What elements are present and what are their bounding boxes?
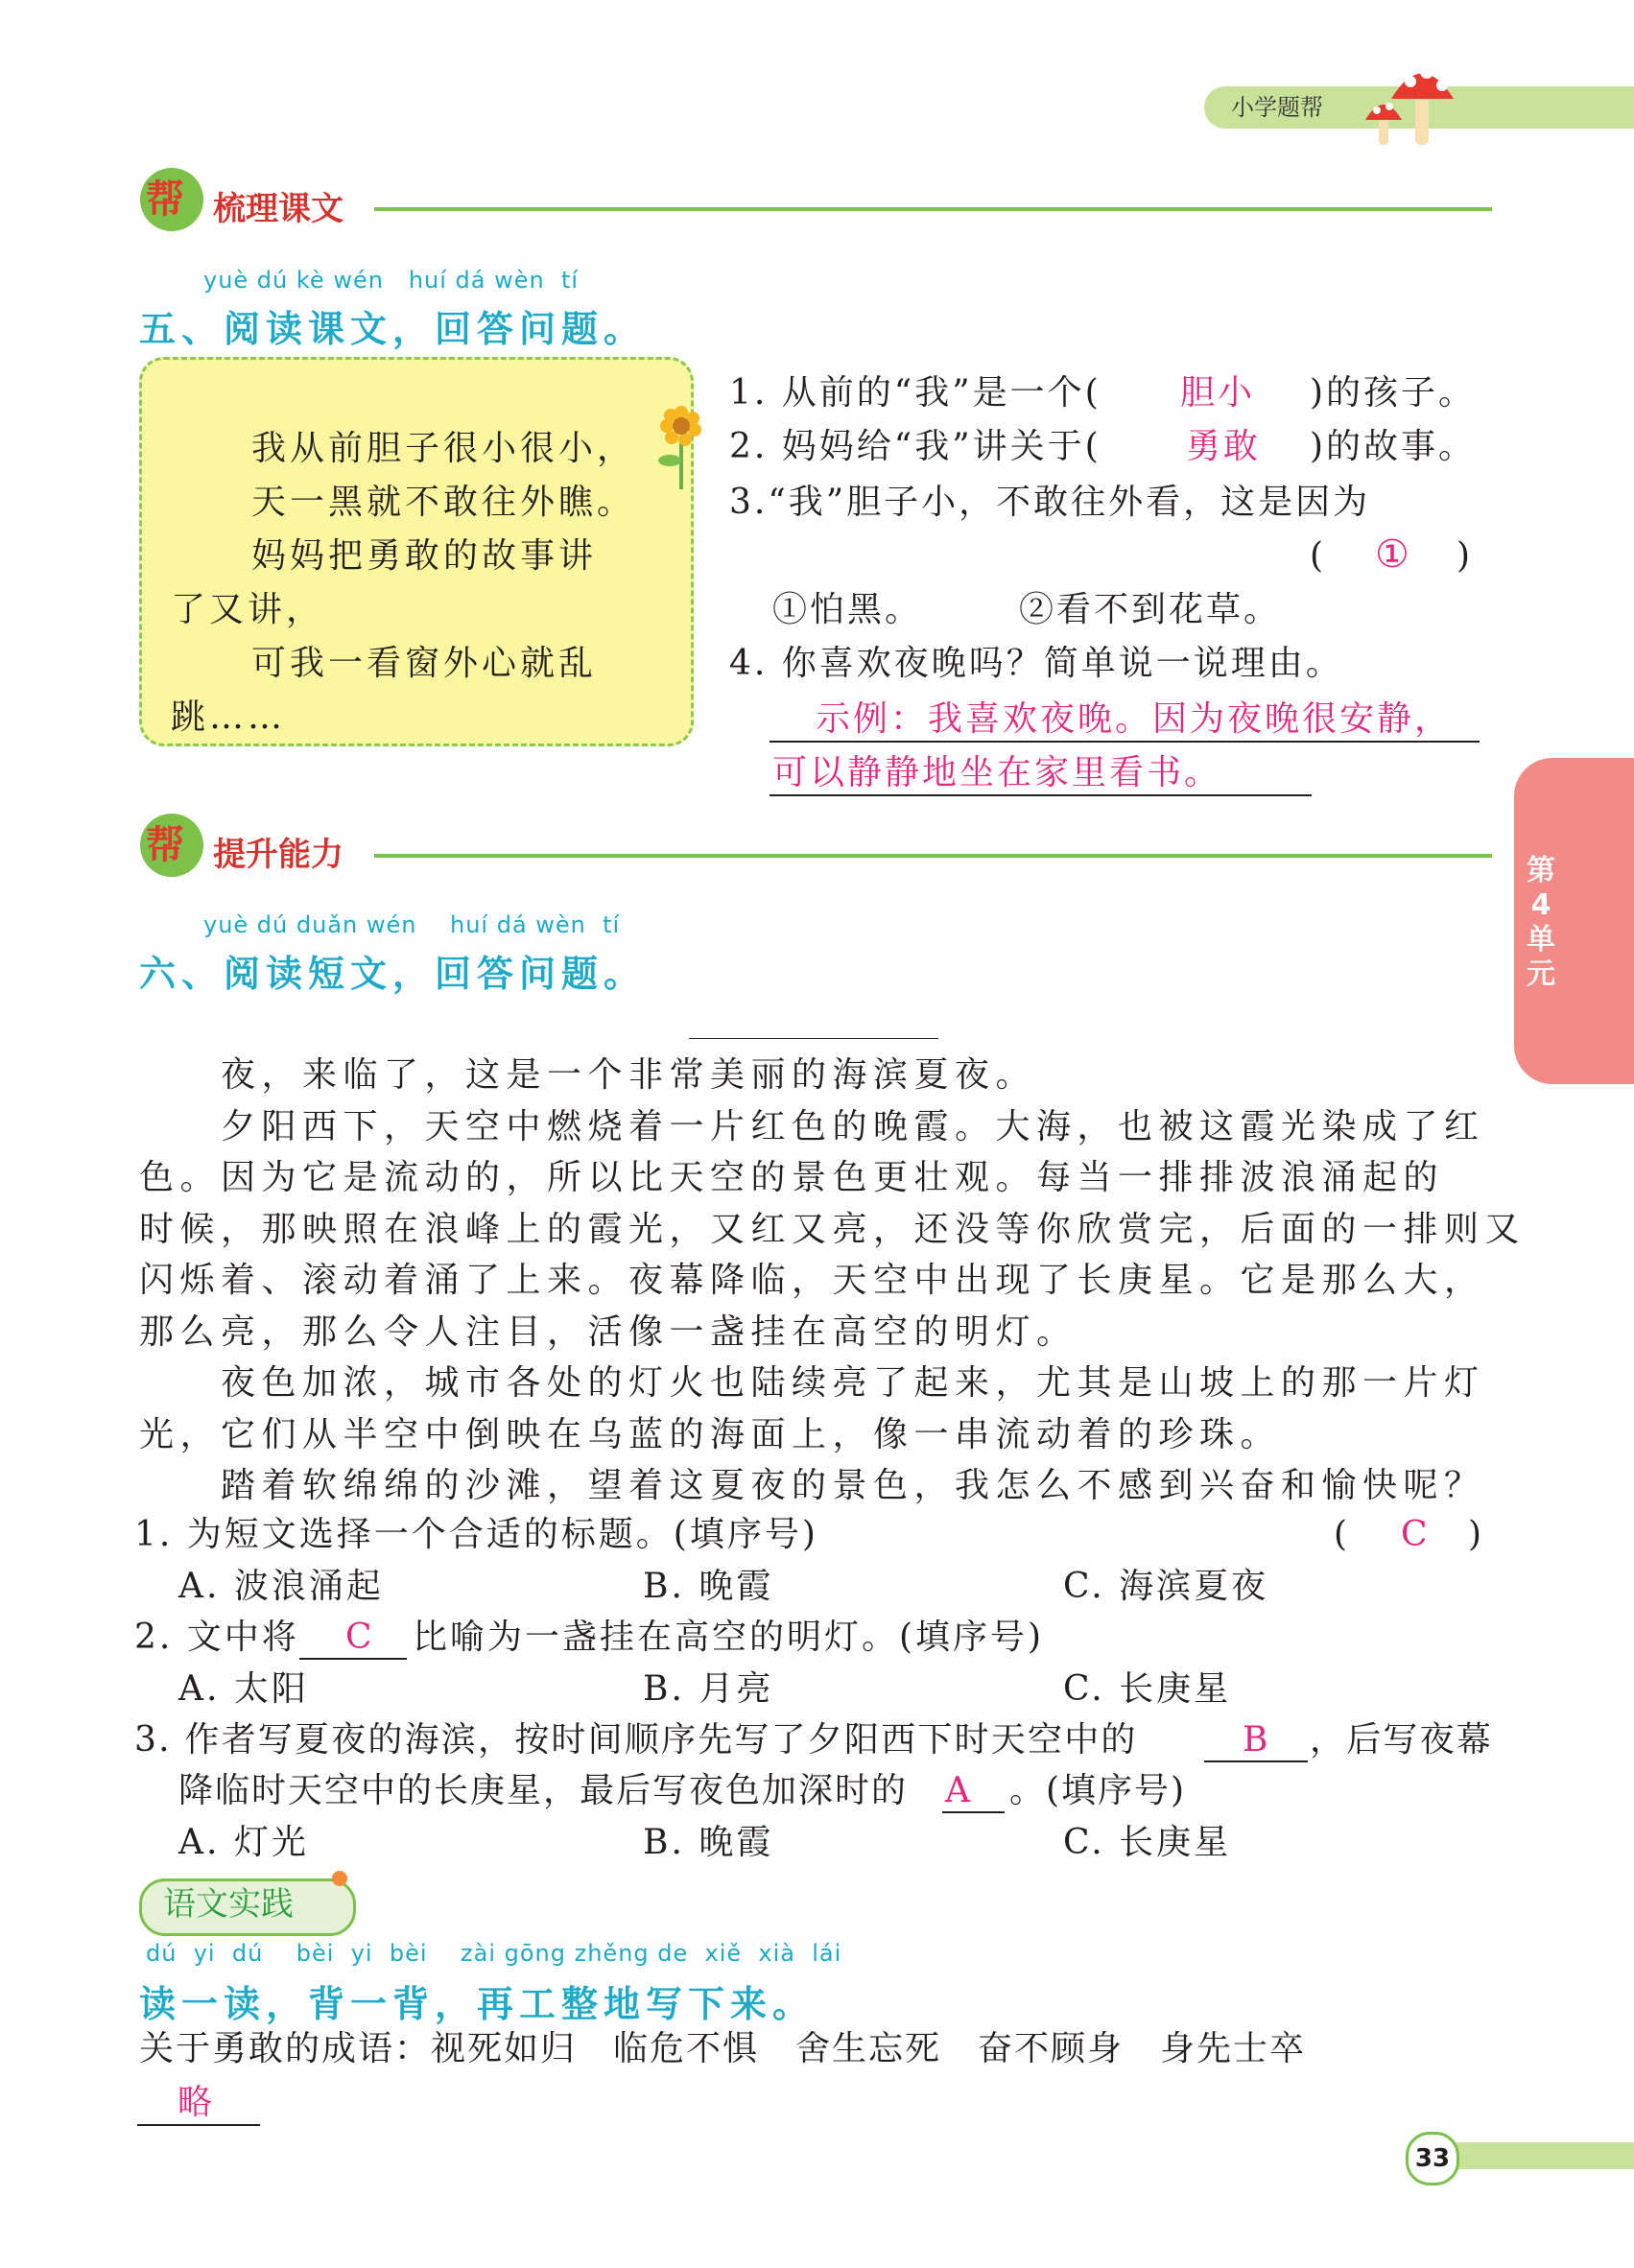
q6-question-2: 2. 文中将 bbox=[134, 1618, 299, 1657]
q6-option: B. 晚霞 bbox=[643, 1823, 774, 1862]
q5-item-3-close: ) bbox=[1456, 536, 1474, 576]
title-underline bbox=[689, 1038, 938, 1039]
answer-underline bbox=[137, 2124, 260, 2126]
q6-question-1: 1. 为短文选择一个合适的标题。(填序号) bbox=[134, 1515, 818, 1554]
passage-line: 夕阳西下，天空中燃烧着一片红色的晚霞。大海，也被这霞光染成了红 bbox=[221, 1107, 1485, 1146]
q6-q1-close: ) bbox=[1468, 1515, 1485, 1554]
q6-answer-3a: B bbox=[1243, 1720, 1271, 1760]
q6-option: A. 灯光 bbox=[178, 1823, 309, 1862]
q6-answer-2: C bbox=[345, 1618, 375, 1657]
section-badge bbox=[140, 814, 203, 877]
q6-option: B. 晚霞 bbox=[643, 1567, 774, 1606]
practice-title: 读一读，背一背，再工整地写下来。 bbox=[139, 1982, 816, 2025]
q6-question-3-line2-suffix: 。(填序号) bbox=[1009, 1771, 1187, 1810]
brand-label: 小学题帮 bbox=[1231, 94, 1323, 121]
poem-line: 了又讲， bbox=[171, 590, 325, 629]
practice-answer: 略 bbox=[178, 2083, 216, 2122]
q6-pinyin: yuè dú duǎn wén huí dá wèn tí bbox=[203, 911, 621, 938]
passage-line: 色。因为它是流动的，所以比天空的景色更壮观。每当一排排波浪涌起的 bbox=[139, 1158, 1445, 1197]
q5-item-1-suffix: )的孩子。 bbox=[1310, 373, 1477, 413]
passage-line: 夜，来临了，这是一个非常美丽的海滨夏夜。 bbox=[221, 1055, 1037, 1095]
q6-question-2-suffix: 比喻为一盏挂在高空的明灯。(填序号) bbox=[413, 1618, 1045, 1657]
q5-item-3: 3.“我”胆子小，不敢往外看，这是因为 bbox=[729, 483, 1371, 522]
q6-answer-3b: A bbox=[945, 1771, 973, 1810]
q6-answer-1: C bbox=[1401, 1515, 1431, 1554]
q6-option: A. 波浪涌起 bbox=[178, 1567, 384, 1606]
q5-item-2-suffix: )的故事。 bbox=[1310, 427, 1477, 466]
q6-question-3-suffix: ，后写夜幕 bbox=[1310, 1720, 1494, 1760]
page-number-bar bbox=[1430, 2142, 1634, 2169]
section-title: 梳理课文 bbox=[213, 190, 343, 228]
section-badge-char: 帮 bbox=[146, 177, 184, 222]
answer-underline bbox=[770, 741, 1480, 743]
section-title: 提升能力 bbox=[213, 836, 343, 874]
q6-question-3: 3. 作者写夏夜的海滨，按时间顺序先写了夕阳西下时天空中的 bbox=[134, 1720, 1138, 1760]
q5-answer-2: 勇敢 bbox=[1186, 427, 1262, 466]
q5-answer-1: 胆小 bbox=[1180, 373, 1256, 413]
poem-line: 跳…… bbox=[171, 697, 287, 737]
q6-option: C. 长庚星 bbox=[1063, 1823, 1232, 1862]
passage-line: 光，它们从半空中倒映在乌蓝的海面上，像一串流动着的珍珠。 bbox=[139, 1415, 1282, 1454]
q6-option: C. 海滨夏夜 bbox=[1063, 1567, 1269, 1606]
q6-title: 六、阅读短文，回答问题。 bbox=[139, 952, 647, 995]
answer-underline bbox=[1204, 1760, 1308, 1762]
answer-underline bbox=[942, 1811, 1005, 1813]
q6-question-3-line2: 降临时天空中的长庚星，最后写夜色加深时的 bbox=[178, 1771, 909, 1810]
poem-line: 天一黑就不敢往外瞧。 bbox=[251, 483, 636, 522]
sunflower-icon bbox=[652, 403, 710, 493]
practice-content: 关于勇敢的成语：视死如归 临危不惧 舍生忘死 奋不顾身 身先士卒 bbox=[139, 2029, 1307, 2068]
practice-pinyin: dú yi dú bèi yi bèi zài gōng zhěng de xiě xià lái bbox=[146, 1940, 842, 1967]
q5-item-2: 2. 妈妈给“我”讲关于( bbox=[729, 427, 1101, 466]
page-number: 33 bbox=[1406, 2132, 1459, 2185]
section-divider bbox=[374, 207, 1492, 211]
q6-option: C. 长庚星 bbox=[1063, 1669, 1232, 1709]
passage-line: 闪烁着、滚动着涌了上来。夜幕降临，天空中出现了长庚星。它是那么大， bbox=[139, 1261, 1485, 1300]
passage-line: 那么亮，那么令人注目，活像一盏挂在高空的明灯。 bbox=[139, 1312, 1077, 1352]
q5-title: 五、阅读课文，回答问题。 bbox=[139, 307, 647, 350]
q5-answer-4-line: 可以静静地坐在家里看书。 bbox=[772, 753, 1222, 792]
passage-line: 夜色加浓，城市各处的灯火也陆续亮了起来，尤其是山坡上的那一片灯 bbox=[221, 1363, 1485, 1403]
q5-option: ①怕黑。 bbox=[772, 590, 923, 629]
q6-option: B. 月亮 bbox=[643, 1669, 774, 1709]
q5-pinyin: yuè dú kè wén huí dá wèn tí bbox=[203, 267, 580, 294]
section-badge bbox=[140, 168, 203, 231]
passage-line: 踏着软绵绵的沙滩，望着这夏夜的景色，我怎么不感到兴奋和愉快呢？ bbox=[221, 1466, 1485, 1505]
q5-answer-3: ① bbox=[1375, 532, 1412, 577]
heart-icon bbox=[332, 1871, 347, 1886]
q5-answer-4-line: 示例：我喜欢夜晚。因为夜晚很安静， bbox=[816, 699, 1453, 739]
q5-option: ②看不到花草。 bbox=[1019, 590, 1282, 629]
poem-line: 可我一看窗外心就乱 bbox=[251, 644, 598, 683]
answer-underline bbox=[770, 794, 1312, 796]
passage-line: 时候，那映照在浪峰上的霞光，又红又亮，还没等你欣赏完，后面的一排则又 bbox=[139, 1210, 1527, 1249]
q6-option: A. 太阳 bbox=[178, 1669, 309, 1709]
section-divider bbox=[374, 854, 1492, 858]
poem-line: 我从前胆子很小很小， bbox=[251, 429, 636, 468]
section-badge-char: 帮 bbox=[146, 823, 184, 867]
mushroom-icon bbox=[1358, 53, 1463, 153]
practice-label: 语文实践 bbox=[163, 1885, 294, 1924]
unit-label: 第4单元 bbox=[1527, 854, 1555, 991]
q5-item-3-open: ( bbox=[1310, 536, 1327, 576]
q5-item-1: 1. 从前的“我”是一个( bbox=[729, 373, 1101, 413]
poem-line: 妈妈把勇敢的故事讲 bbox=[251, 536, 598, 576]
answer-underline bbox=[299, 1658, 407, 1660]
q6-q1-open: ( bbox=[1334, 1515, 1351, 1554]
q5-item-4: 4. 你喜欢夜晚吗？简单说一说理由。 bbox=[729, 644, 1343, 683]
